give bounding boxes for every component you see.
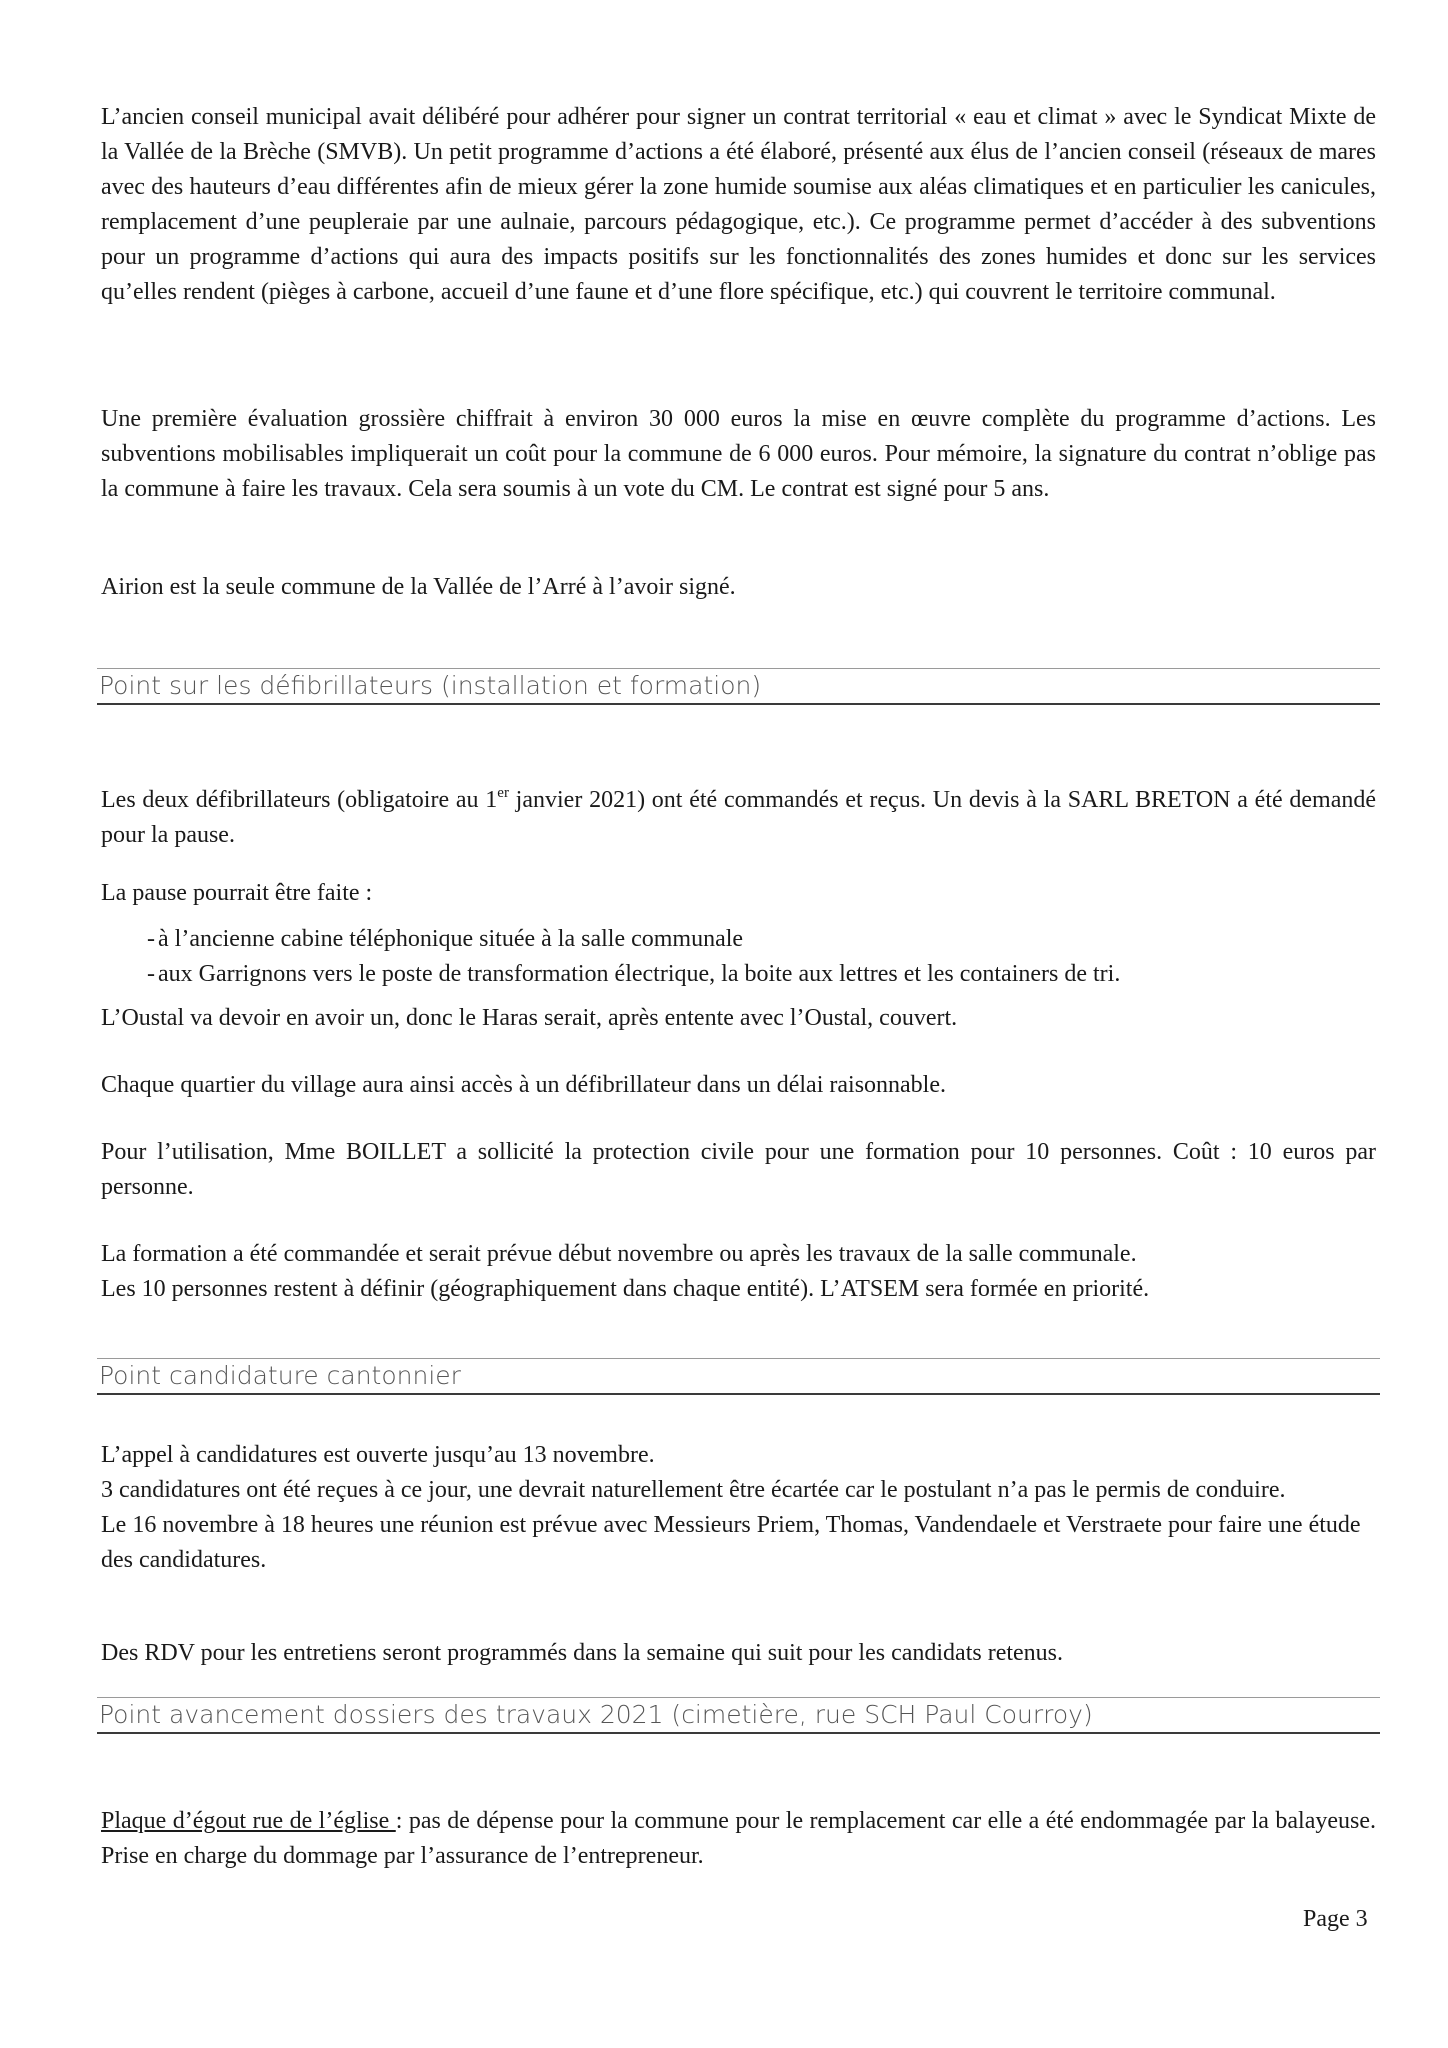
defib-heading [97, 668, 1380, 705]
travaux-section [101, 1804, 1376, 1874]
section-title: Point avancement dossiers des travaux 2021 (cimetière, rue SCH Paul Courroy) [99, 1700, 1093, 1729]
defib-paragraph-2: La pause pourrait être faite : [101, 880, 373, 906]
cantonnier-paragraph-2: Des RDV pour les entretiens seront programmés dans la semaine qui suit pour les candidats retenus. [101, 1640, 1064, 1666]
defib-formation [101, 1135, 1376, 1205]
cantonnier-heading [97, 1358, 1380, 1395]
ordinal-superscript: er [497, 785, 509, 801]
list-item: - aux Garrignons vers le poste de transformation électrique, la boite aux lettres et les containers de tri. [101, 957, 1376, 992]
cantonnier-line-1: L’appel à candidatures est ouverte jusqu’au 13 novembre. [101, 1442, 655, 1468]
defib-p1-text: Les deux défibrillateurs (obligatoire au 1 [101, 787, 498, 813]
cantonnier-line-2: 3 candidatures ont été reçues à ce jour, une devrait naturellement être écartée car le postulant n’a pas le permis de conduire. [101, 1477, 1286, 1503]
wetland-paragraph-1: L’ancien conseil municipal avait délibéré pour adhérer pour signer un contrat territorial « eau et climat » avec le Syndicat Mixte de la Vallée de la Brèche (SMVB). Un petit programme d’actions a été élaboré, présenté aux élus de l’ancien conseil (réseaux de mares avec des hauteurs d’eau différentes afin de mieux gérer la zone humide soumise aux aléas climatiques et en particulier les canicules, remplacement d’une peupleraie par une aulnaie, parcours pédagogique, etc.). Ce programme permet d’accéder à des subventions pour un programme d’actions qui aura des impacts positifs sur les fonctionnalités des zones humides et donc sur les services qu’elles rendent (pièges à carbone, accueil d’une faune et d’une flore spécifique, etc.) qui couvrent le territoire communal. [101, 104, 1376, 305]
defib-paragraph-3: L’Oustal va devoir en avoir un, donc le Haras serait, après entente avec l’Oustal, couvert. [101, 1005, 958, 1031]
travaux-heading [97, 1697, 1380, 1734]
wetland-section-cost [101, 402, 1376, 507]
defib-p1-text-rest: janvier 2021) ont été commandés et reçus. Un devis à la SARL BRETON a été demandé pour la pause. [101, 787, 1377, 848]
cantonnier-rdv [101, 1636, 1376, 1671]
location-list [101, 922, 1376, 992]
defib-section [101, 776, 1376, 853]
heading-bottom-rule [97, 703, 1380, 705]
defib-location-block [101, 876, 1376, 911]
wetland-paragraph-3: Airion est la seule commune de la Vallée de l’Arré à l’avoir signé. [101, 574, 736, 600]
defib-paragraph-6b: Les 10 personnes restent à définir (géographiquement dans chaque entité). L’ATSEM sera formée en priorité. [101, 1276, 1150, 1302]
defib-paragraph-4: Chaque quartier du village aura ainsi accès à un défibrillateur dans un délai raisonnable. [101, 1072, 947, 1098]
defib-location-list [101, 922, 1376, 992]
cantonnier-section [101, 1438, 1376, 1578]
wetland-section [101, 100, 1376, 310]
wetland-section-signed [101, 570, 1376, 605]
defib-quartier [101, 1068, 1376, 1103]
plaque-egout-text: : pas de dépense pour la commune pour le remplacement car elle a été endommagée par la balayeuse. Prise en charge du dommage par l’assurance de l’entrepreneur. [101, 1808, 1377, 1869]
heading-bottom-rule [97, 1732, 1380, 1734]
defib-paragraph-6a: La formation a été commandée et serait prévue début novembre ou après les travaux de la salle communale. [101, 1241, 1137, 1267]
defib-paragraph-1 [101, 776, 1376, 853]
plaque-egout-label: Plaque d’égout rue de l’église [101, 1808, 396, 1834]
cantonnier-line-3: Le 16 novembre à 18 heures une réunion est prévue avec Messieurs Priem, Thomas, Vandendaele et Verstraete pour faire une étude des candidatures. [101, 1512, 1361, 1573]
heading-bottom-rule [97, 1393, 1380, 1395]
list-item: - à l’ancienne cabine téléphonique située à la salle communale [101, 922, 1376, 957]
defib-oustal [101, 1001, 1376, 1036]
travaux-paragraph-1 [101, 1804, 1376, 1874]
defib-paragraph-5: Pour l’utilisation, Mme BOILLET a sollicité la protection civile pour une formation pour 10 personnes. Coût : 10 euros par personne. [101, 1139, 1376, 1200]
section-title: Point sur les défibrillateurs (installation et formation) [99, 671, 762, 700]
wetland-paragraph-2: Une première évaluation grossière chiffrait à environ 30 000 euros la mise en œuvre complète du programme d’actions. Les subventions mobilisables impliquerait un coût pour la commune de 6 000 euros. Pour mémoire, la signature du contrat n’oblige pas la commune à faire les travaux. Cela sera soumis à un vote du CM. Le contrat est signé pour 5 ans. [101, 406, 1376, 502]
page-number: Page 3 [1303, 1906, 1368, 1932]
section-title: Point candidature cantonnier [99, 1361, 461, 1390]
defib-commande [101, 1237, 1376, 1307]
